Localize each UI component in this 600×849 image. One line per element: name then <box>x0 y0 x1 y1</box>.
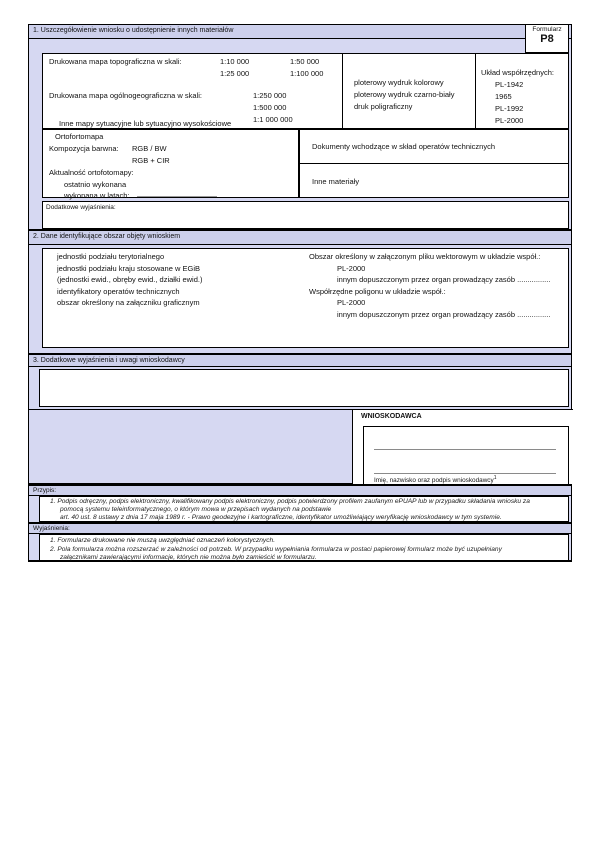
form-p8 <box>28 24 572 562</box>
section1-title: 1. Uszczegółowienie wniosku o udostępnienie innych materiałów <box>33 27 234 34</box>
area-option: jednostki podziału kraju stosowane w EGiB <box>57 264 200 273</box>
other-maps-label: Inne mapy sytuacyjne lub sytuacyjno wysokościowe <box>59 119 232 128</box>
documents-label: Dokumenty wchodzące w skład operatów technicznych <box>312 142 496 151</box>
topo-map-label: Drukowana mapa topograficzna w skali: <box>49 57 182 66</box>
print-option: druk poligraficzny <box>354 102 413 111</box>
formularz-badge <box>525 24 569 53</box>
area-option: (jednostki ewid., obręby ewid., działki ewid.) <box>57 275 203 284</box>
signature-line[interactable] <box>374 449 556 450</box>
applicant-left-cell <box>29 409 353 484</box>
currency-label: Aktualność ortofotomapy: <box>49 168 134 177</box>
footnote-header-bar <box>29 484 571 496</box>
color-composition-label: Kompozycja barwna: <box>49 144 119 153</box>
documents-row <box>300 130 568 164</box>
years-fill-line[interactable] <box>137 188 217 197</box>
area-option: jednostki podziału terytorialnego <box>57 252 165 261</box>
footnote-line: 1. Podpis odręczny, podpis elektroniczny, kwalifikowany podpis elektroniczny, podpis potwierdzony profilem zaufanym ePUAP lub w przypadku składania wniosku za <box>50 498 530 505</box>
scale-option: 1:250 000 <box>253 91 287 100</box>
scale-option: 1:100 000 <box>290 69 324 78</box>
explanations-title: Wyjaśnienia: <box>33 525 70 532</box>
coord-system-option: PL-1942 <box>495 80 524 89</box>
orthophotomap-label: Ortofortomapa <box>55 132 104 141</box>
additional-explanations-label: Dodatkowe wyjaśnienia: <box>46 204 116 211</box>
coord-option: PL-2000 <box>337 264 366 273</box>
scale-option: 1:25 000 <box>220 69 250 78</box>
explanation-line: 2. Pola formularza można rozszerzać w zależności od potrzeb. W przypadku wypełniania formularza w postaci papierowej formularz może być uzupełniany <box>50 546 502 553</box>
coord-system-label: Układ współrzędnych: <box>481 68 554 77</box>
section1-header-bar <box>29 25 571 39</box>
coord-system-option: 1965 <box>495 92 512 101</box>
other-allowed-option: innym dopuszczonym przez organ prowadzący zasób ................ <box>337 310 551 319</box>
coord-system-option: PL-1992 <box>495 104 524 113</box>
section3-title: 3. Dodatkowe wyjaśnienia i uwagi wnioskodawcy <box>33 357 185 364</box>
coord-option: PL-2000 <box>337 298 366 307</box>
scale-option: 1:1 000 000 <box>253 115 293 124</box>
made-in-years-option: wykonana w latach: <box>64 191 130 200</box>
explanations-header-bar <box>29 522 571 534</box>
footnote-box <box>39 496 569 522</box>
formularz-code: P8 <box>540 33 554 45</box>
explanations-box <box>39 534 569 561</box>
other-materials-row <box>300 164 568 198</box>
footnote-line: pomocą systemu teleinformatycznego, o którym mowa w przepisach wydanych na podstawie <box>60 506 332 513</box>
footnote-ref: 1 <box>493 475 497 481</box>
footnote-title: Przypis: <box>33 487 57 494</box>
section3-header-bar <box>29 353 571 367</box>
color-composition-option: RGB / BW <box>132 144 167 153</box>
vector-file-label: Obszar określony w załączonym pliku wektorowym w układzie współ.: <box>309 252 541 261</box>
area-identification-box <box>42 248 569 348</box>
section2-title: 2. Dane identyfikujące obszar objęty wnioskiem <box>33 233 181 240</box>
explanation-line: załącznikami zawierającymi informacje, których nie można było zamieścić w formularzu. <box>60 554 317 561</box>
scale-option: 1:500 000 <box>253 103 287 112</box>
column-divider <box>342 54 343 128</box>
area-option: obszar określony na załączniku graficznym <box>57 298 200 307</box>
signature-box[interactable] <box>363 426 569 485</box>
general-map-label: Drukowana mapa ogólnogeograficzna w skali: <box>49 91 203 100</box>
section2-header-bar <box>29 229 571 245</box>
scale-option: 1:10 000 <box>220 57 250 66</box>
signature-line[interactable] <box>374 473 556 474</box>
column-divider <box>475 54 476 128</box>
area-option: identyfikatory operatów technicznych <box>57 287 180 296</box>
applicant-title: WNIOSKODAWCA <box>361 413 422 420</box>
print-option: ploterowy wydruk kolorowy <box>354 78 444 87</box>
footnote-line: art. 40 ust. 8 ustawy z dnia 17 maja 1989 r. - Prawo geodezyjne i kartograficzne, identyfikator umożliwiający weryfikację wnioskodawcy w tym systemie. <box>60 514 502 521</box>
additional-explanations-box[interactable] <box>42 201 569 229</box>
print-option: ploterowy wydruk czarno-biały <box>354 90 455 99</box>
applicant-cell <box>353 409 573 484</box>
signature-caption <box>374 475 496 484</box>
remarks-input-box[interactable] <box>39 369 569 407</box>
color-composition-option: RGB + CIR <box>132 156 170 165</box>
explanation-line: 1. Formularze drukowane nie muszą uwzględniać oznaczeń kolorystycznych. <box>50 537 276 544</box>
last-made-option: ostatnio wykonana <box>64 180 127 189</box>
scale-option: 1:50 000 <box>290 57 320 66</box>
formularz-label: Formularz <box>532 26 562 33</box>
other-materials-label: Inne materiały <box>312 176 360 186</box>
coord-system-option: PL-2000 <box>495 116 524 125</box>
signature-caption-text: Imię, nazwisko oraz podpis wnioskodawcy <box>374 477 494 485</box>
polygon-coords-label: Współrzędne poligonu w układzie współ.: <box>309 287 446 296</box>
orthophotomap-box <box>42 129 299 198</box>
documents-box <box>299 129 569 198</box>
other-allowed-option: innym dopuszczonym przez organ prowadzący zasób ................ <box>337 275 551 284</box>
maps-box <box>42 53 569 129</box>
